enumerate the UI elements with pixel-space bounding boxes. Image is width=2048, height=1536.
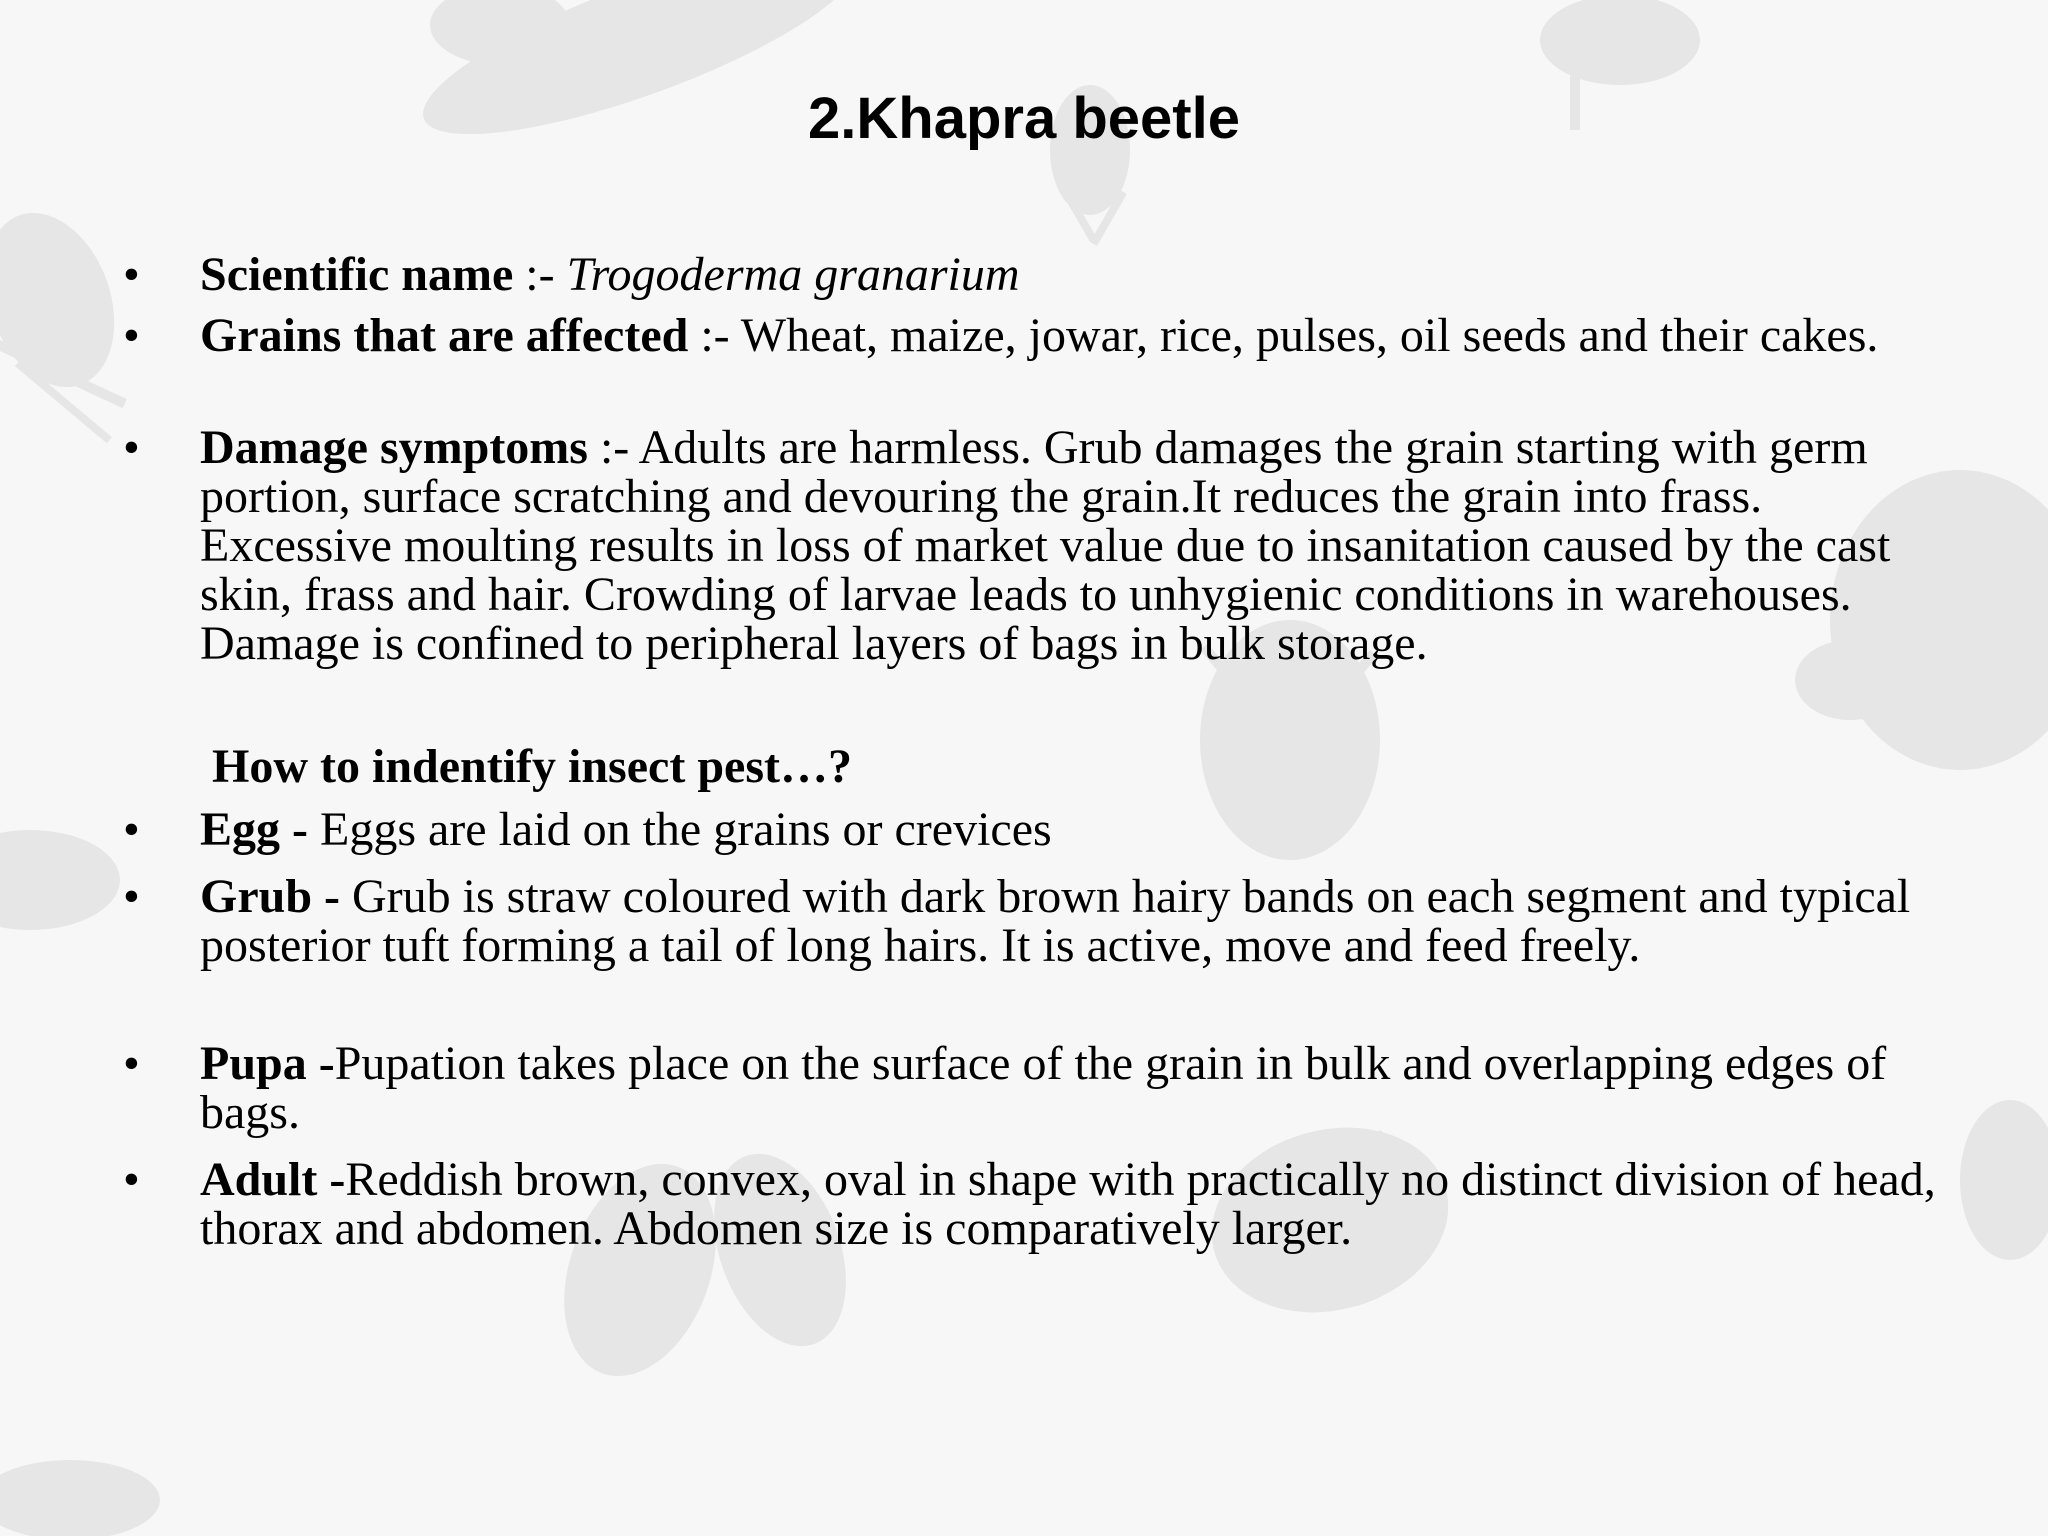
- bullet-icon: •: [123, 309, 140, 362]
- stage-value: Pupation takes place on the surface of the grain in bulk and overlapping edges of bags.: [200, 1037, 1887, 1139]
- mosquito-watermark-icon: [0, 195, 137, 443]
- stage-label: Adult -: [200, 1153, 346, 1206]
- stage-pupa: [123, 1037, 1960, 1139]
- fact-separator: :-: [513, 248, 567, 301]
- stage-value: Reddish brown, convex, oval in shape with practically no distinct division of head, thorax and abdomen. Abdomen size is comparatively larger.: [200, 1153, 1936, 1255]
- fact-separator: :-: [587, 421, 639, 474]
- insect-watermark-icon: [1960, 1100, 2048, 1260]
- stage-label: Egg -: [200, 803, 320, 856]
- fly-watermark-icon: [0, 830, 120, 930]
- fact-value: Adults are harmless. Grub damages the grain starting with germ portion, surface scratching and devouring the grain.It reduces the grain into frass. Excessive moulting results in loss of market value due to insanitation caused by the cast skin, frass and hair. Crowding of larvae leads to unhygienic conditions in warehouses. Damage is confined to peripheral layers of bags in bulk storage.: [200, 421, 1891, 670]
- stage-adult: [123, 1153, 1960, 1255]
- fact-value: Trogoderma granarium: [566, 248, 1020, 301]
- stage-label: Grub -: [200, 870, 353, 923]
- bullet-icon: •: [123, 1037, 140, 1090]
- bullet-icon: •: [123, 870, 140, 923]
- fact-grains-affected: [123, 309, 1960, 362]
- stage-value: Grub is straw coloured with dark brown hairy bands on each segment and typical posterior tuft forming a tail of long hairs. It is active, move and feed freely.: [200, 870, 1911, 972]
- stage-label: Pupa -: [200, 1037, 335, 1090]
- stage-egg: [123, 803, 1960, 856]
- stage-value: Eggs are laid on the grains or crevices: [320, 803, 1052, 856]
- slide-title: 2.Khapra beetle: [808, 86, 1240, 151]
- fact-scientific-name: [123, 248, 1960, 301]
- fact-damage-symptoms: [123, 421, 1960, 670]
- insect-watermark-icon: [0, 1460, 160, 1536]
- fact-separator: :-: [688, 309, 741, 362]
- fact-value: Wheat, maize, jowar, rice, pulses, oil seeds and their cakes.: [740, 309, 1879, 362]
- bullet-icon: •: [123, 248, 140, 301]
- stage-grub: [123, 870, 1960, 972]
- fact-label: Scientific name: [200, 248, 514, 301]
- fact-label: Grains that are affected: [200, 309, 689, 362]
- bullet-icon: •: [123, 421, 140, 474]
- bullet-icon: •: [123, 1153, 140, 1206]
- bullet-icon: •: [123, 803, 140, 856]
- fact-label: Damage symptoms: [200, 421, 588, 474]
- identify-heading: How to indentify insect pest…?: [212, 740, 852, 793]
